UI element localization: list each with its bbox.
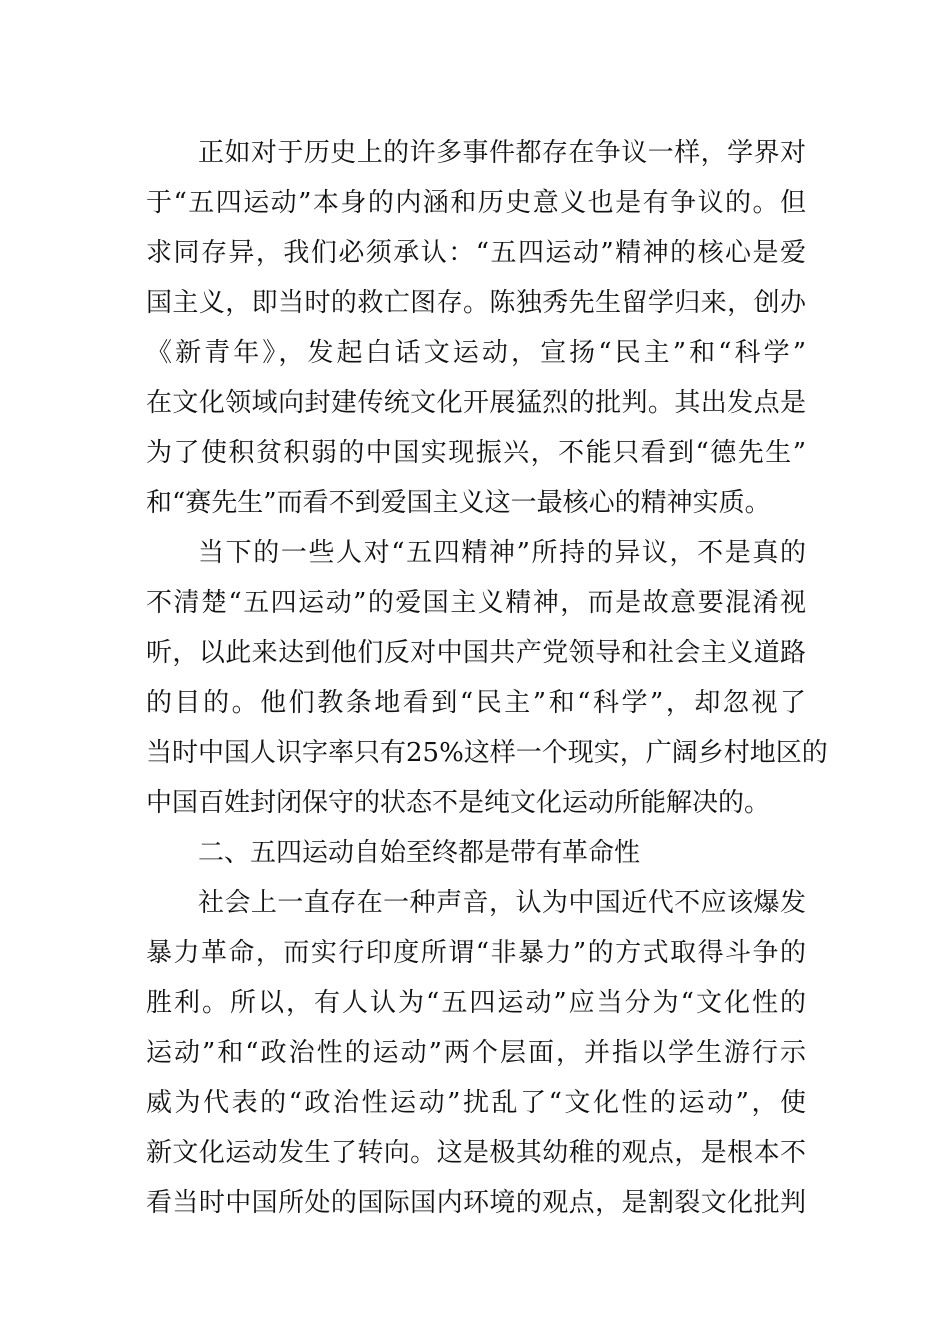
text-line: 《新青年》，发起白话文运动，宣扬“民主”和“科学” [146,338,806,368]
text-line: 和“赛先生”而看不到爱国主义这一最核心的精神实质。 [146,488,771,518]
paragraph-3 [146,878,806,1228]
text-line: 为了使积贫积弱的中国实现振兴，不能只看到“德先生” [146,438,806,468]
text-line: 新文化运动发生了转向。这是极其幼稚的观点，是根本不 [146,1138,806,1168]
text-line: 在文化领域向封建传统文化开展猛烈的批判。其出发点是 [146,388,806,418]
text-line: 当时中国人识字率只有25%这样一个现实，广阔乡村地区的 [146,738,828,768]
text-line: 看当时中国所处的国际国内环境的观点，是割裂文化批判 [146,1188,806,1218]
text-line: 胜利。所以，有人认为“五四运动”应当分为“文化性的 [146,988,806,1018]
text-line: 听，以此来达到他们反对中国共产党领导和社会主义道路 [146,638,806,668]
text-line: 不清楚“五四运动”的爱国主义精神，而是故意要混淆视 [146,588,806,618]
text-line: 正如对于历史上的许多事件都存在争议一样，学界对 [198,138,806,168]
text-line: 中国百姓封闭保守的状态不是纯文化运动所能解决的。 [146,788,771,818]
text-line: 于“五四运动”本身的内涵和历史意义也是有争议的。但 [146,188,806,218]
text-line: 暴力革命，而实行印度所谓“非暴力”的方式取得斗争的 [146,938,806,968]
text-line: 威为代表的“政治性运动”扰乱了“文化性的运动”，使 [146,1088,806,1118]
paragraph-1 [146,128,806,528]
text-line: 的目的。他们教条地看到“民主”和“科学”，却忽视了 [146,688,806,718]
paragraph-2 [146,528,828,828]
body-text [146,128,828,1228]
text-line: 国主义，即当时的救亡图存。陈独秀先生留学归来，创办 [146,288,806,318]
section-heading-text: 二、五四运动自始至终都是带有革命性 [198,838,641,868]
text-line: 当下的一些人对“五四精神”所持的异议，不是真的 [198,538,806,568]
section-heading [146,828,806,878]
text-line: 运动”和“政治性的运动”两个层面，并指以学生游行示 [146,1038,806,1068]
text-line: 社会上一直存在一种声音，认为中国近代不应该爆发 [198,888,806,918]
text-line: 求同存异，我们必须承认：“五四运动”精神的核心是爱 [146,238,806,268]
